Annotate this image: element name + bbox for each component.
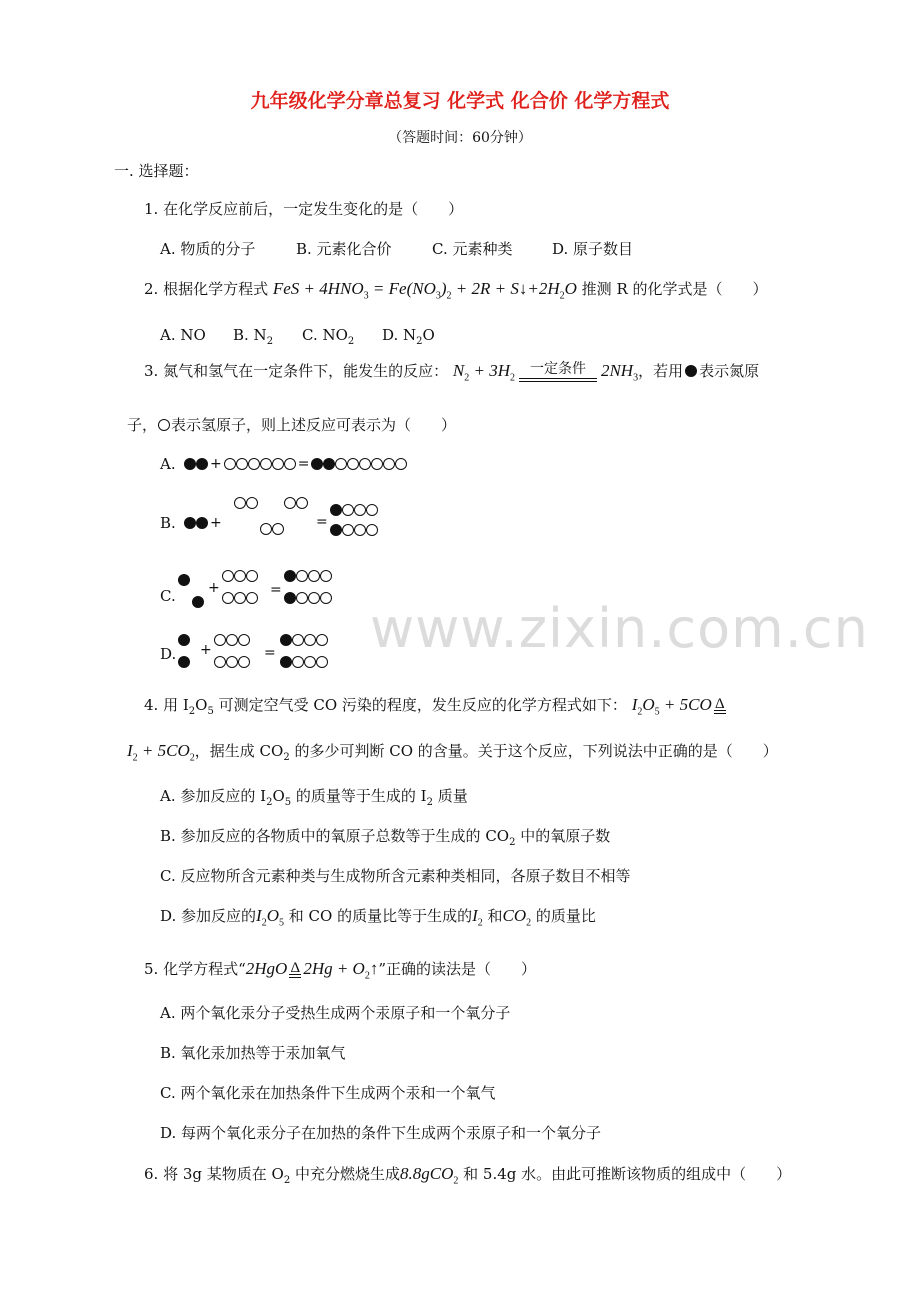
q3-equation: $N_2 + 3H_2$ 一定条件 $2NH_3$ [452,361,639,384]
q3-stem-line2a: 子， [127,416,158,434]
q1-stem: 1. 在化学反应前后，一定发生变化的是（ ） [144,200,464,218]
q1-option-d: D. 原子数目 [552,240,634,258]
q3-stem-line2 [127,414,456,435]
q3-option-b-h2-3 [260,523,284,535]
q2-stem [144,278,768,301]
q3-option-d-h-row1 [214,634,250,646]
q4-stem-pre3: 可测定空气受 CO 污染的程度，发生反应的化学方程式如下： [213,696,627,714]
q3-option-c-h-row1 [222,570,258,582]
q3-option-d-label: D. [160,645,177,663]
q3-condition [519,362,597,382]
q4-stem-pre: 4. 用 I [144,696,189,714]
q3-condition-text: 一定条件 [529,362,586,378]
q3-option-c-n2 [192,596,204,608]
q4-stem-line2a: ，据生成 CO [194,742,284,760]
q3-option-d-h-row2 [214,656,250,668]
q3-option-d-plus: + [200,642,212,658]
nitrogen-atom-icon [685,365,697,377]
q4-stem-line1: 4. 用 $I_2O_5$ 可测定空气受 CO 污染的程度，发生反应的化学方程式如下： $I_2O_5 + 5CO$ Δ [144,694,728,717]
q6-mass: 8.8gCO$_2$ [399,1164,459,1187]
q3-option-c-n1 [178,574,190,586]
q4-option-d-3: 和 [482,907,503,925]
q3-option-d-nh3-2 [280,656,328,668]
q4-equation-part2: $I_2 + 5CO_2$ [127,741,195,764]
q5-stem [144,958,536,981]
q3-option-d-n1 [178,634,190,646]
q1-option-c: C. 元素种类 [432,240,513,258]
q3-stem-pre: 3. 氮气和氢气在一定条件下，能发生的反应： [144,362,449,380]
q5-stem-pre: 5. 化学方程式“ [144,960,246,978]
q3-option-a-label: A. [160,455,176,473]
q6-stem-post: 和 5.4g 水。由此可推断该物质的组成中（ ） [458,1165,792,1183]
q4-option-c: C. 反应物所含元素种类与生成物所含元素种类相同，各原子数目不相等 [160,867,631,885]
q3-option-c-h-row2 [222,592,258,604]
q4-option-b: B. 参加反应的各物质中的氧原子总数等于生成的 $CO_2$ 中的氧原子数 [160,827,611,848]
q4-option-a-1: A. 参加反应的 I [160,787,267,805]
q3-option-b-nh3-2 [330,524,378,536]
q2-stem-post: 推测 R 的化学式是（ ） [581,280,768,298]
q4-option-b-2: 中的氧原子数 [515,827,611,845]
q3-stem-line2b: 表示氢原子，则上述反应可表示为（ ） [171,416,457,434]
q3-option-c-nh3-1 [284,570,332,582]
q5-option-a: A. 两个氧化汞分子受热生成两个汞原子和一个氧分子 [160,1004,511,1022]
q3-option-b-nh3-1 [330,504,378,516]
q2-option-c: C. $NO_2$ [302,326,355,347]
q6-stem: 6. 将 3g 某物质在 $O_2$ 中充分燃烧生成8.8gCO$_2$ 和 5.4g 水。由此可推断该物质的组成中（ ） [144,1164,792,1187]
q2-option-b-text: B. N [233,326,267,344]
q3-stem-line1 [144,360,759,383]
q3-stem-post2: 表示氮原 [699,362,760,380]
q3-option-a-diagram: + = [184,456,407,472]
q4-option-a-3: 的质量等于生成的 I [291,787,427,805]
q4-option-a-4: 质量 [432,787,468,805]
q3-option-c-nh3-2 [284,592,332,604]
q4-option-d-1: D. 参加反应的 [160,907,257,925]
q2-option-d-tail: O [422,326,435,344]
q6-stem-mid: 中充分燃烧生成 [290,1165,400,1183]
q3-option-b-label: B. [160,514,176,532]
q3-option-b-equals: = [316,514,328,530]
q4-stem-pre2: O [195,696,208,714]
q2-stem-pre: 2. 根据化学方程式 [144,280,269,298]
q4-option-d: D. 参加反应的$I_2O_5$ 和 CO 的质量比等于生成的$I_2$ 和$CO_2$ 的质量比 [160,906,596,929]
q4-option-b-1: B. 参加反应的各物质中的氧原子总数等于生成的 CO [160,827,510,845]
watermark: www.zixin.com.cn [370,597,869,660]
q6-mass-value: 8.8 [399,1164,422,1183]
q3-option-c-label: C. [160,587,176,605]
q4-option-a-2: O [272,787,285,805]
q2-option-b: B. $N_2$ [233,326,274,347]
q4-option-d-4: 的质量比 [531,907,596,925]
q2-option-d: D. $N_2O$ [382,326,435,347]
q3-option-c-plus: + [208,580,220,596]
q5-option-b: B. 氧化汞加热等于汞加氧气 [160,1044,346,1062]
q3-option-b-h2-2 [284,497,308,509]
q2-equation: FeS + $4HNO_3 = Fe(NO_3)_2 + 2R$ + $S↓+2H_2O$ [272,279,577,302]
q4-equation-part1: $I_2O_5 + 5CO$ Δ [631,695,725,718]
q4-heat-sign: Δ [714,695,725,712]
q3-option-c-equals: = [270,582,282,598]
q3-stem-post1: ，若用 [638,362,684,380]
section-heading: 一. 选择题： [114,162,199,180]
q3-option-d-n2 [178,656,190,668]
q3-option-b-h2-1 [234,497,258,509]
q3-option-d-equals: = [264,645,276,661]
q3-option-b-n2: + [184,515,224,531]
q4-option-d-2: 和 CO 的质量比等于生成的 [283,907,473,925]
q5-equation: 2HgO Δ $2Hg + O_2↑$ [245,959,379,982]
page-subtitle: （答题时间：60分钟） [388,130,532,146]
q4-stem-line2: $I_2 + 5CO_2$，据生成 $CO_2$ 的多少可判断 CO 的含量。关于这个反应，下列说法中正确的是（ ） [127,741,778,764]
q5-option-c: C. 两个氧化汞在加热条件下生成两个汞和一个氧气 [160,1084,496,1102]
q5-option-d: D. 每两个氧化汞分子在加热的条件下生成两个汞原子和一个氧分子 [160,1124,602,1142]
q6-stem-pre: 6. 将 3g 某物质在 O [144,1165,284,1183]
q5-stem-post: ”正确的读法是（ ） [378,960,537,978]
q1-option-a: A. 物质的分子 [160,240,256,258]
hydrogen-atom-icon [158,419,170,431]
q2-option-a: A. NO [160,326,206,344]
q2-option-c-text: C. NO [302,326,348,344]
q4-stem-line2b: 的多少可判断 CO 的含量。关于这个反应，下列说法中正确的是（ ） [289,742,778,760]
page-title: 九年级化学分章总复习 化学式 化合价 化学方程式 [250,90,670,112]
q3-option-d-nh3-1 [280,634,328,646]
q4-option-a: A. 参加反应的 $I_2O_5$ 的质量等于生成的 $I_2$ 质量 [160,787,468,808]
q2-option-d-text: D. N [382,326,417,344]
q1-option-b: B. 元素化合价 [296,240,392,258]
